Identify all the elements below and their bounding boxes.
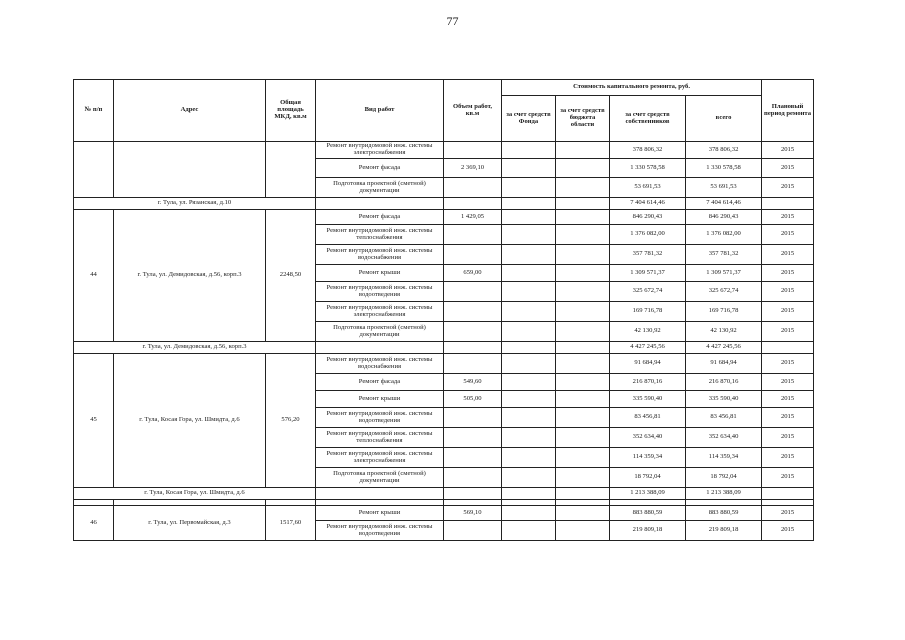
area-cell — [266, 142, 316, 198]
owners-cell: 378 806,32 — [610, 142, 686, 159]
period-cell: 2015 — [762, 468, 814, 488]
address-cell: г. Тула, Косая Гора, ул. Шмидта, д.6 — [114, 354, 266, 488]
regional-cell — [556, 391, 610, 408]
fund-cell — [502, 408, 556, 428]
period-cell: 2015 — [762, 178, 814, 198]
regional-cell — [556, 374, 610, 391]
page-number: 77 — [446, 14, 459, 28]
summary-row — [74, 198, 814, 210]
work-cell: Ремонт крыши — [316, 265, 444, 282]
owners-cell: 357 781,32 — [610, 245, 686, 265]
total-cell: 219 809,18 — [686, 521, 762, 541]
owners-cell: 219 809,18 — [610, 521, 686, 541]
num-cell: 44 — [74, 210, 114, 342]
work-cell: Ремонт фасада — [316, 374, 444, 391]
volume-cell — [444, 468, 502, 488]
fund-cell — [502, 374, 556, 391]
work-cell: Ремонт крыши — [316, 391, 444, 408]
total-cell: 53 691,53 — [686, 178, 762, 198]
num-cell: 45 — [74, 354, 114, 488]
work-cell: Подготовка проектной (сметной) документации — [316, 322, 444, 342]
volume-cell — [444, 245, 502, 265]
work-cell: Подготовка проектной (сметной) документации — [316, 468, 444, 488]
regional-cell — [556, 245, 610, 265]
fund-cell — [502, 178, 556, 198]
total-cell: 1 309 571,37 — [686, 265, 762, 282]
table-row — [74, 210, 814, 225]
fund-cell — [502, 142, 556, 159]
period-cell — [762, 488, 814, 500]
address-cell — [114, 142, 266, 198]
owners-cell: 883 880,59 — [610, 506, 686, 521]
work-cell: Ремонт внутридомовой инж. системы водоотведения — [316, 521, 444, 541]
owners-cell: 1 330 578,58 — [610, 159, 686, 178]
work-cell: Ремонт крыши — [316, 506, 444, 521]
fund-cell — [502, 265, 556, 282]
owners-cell: 169 716,78 — [610, 302, 686, 322]
period-cell: 2015 — [762, 210, 814, 225]
owners-cell: 53 691,53 — [610, 178, 686, 198]
volume-cell — [444, 488, 502, 500]
regional-cell — [556, 302, 610, 322]
owners-cell: 216 870,16 — [610, 374, 686, 391]
work-cell: Подготовка проектной (сметной) документации — [316, 178, 444, 198]
volume-cell: 1 429,05 — [444, 210, 502, 225]
summary-total: 7 404 614,46 — [686, 198, 762, 210]
header-cost-group: Стоимость капитального ремонта, руб. — [502, 80, 762, 96]
fund-cell — [502, 428, 556, 448]
fund-cell — [502, 521, 556, 541]
period-cell: 2015 — [762, 225, 814, 245]
total-cell: 1 330 578,58 — [686, 159, 762, 178]
volume-cell — [444, 521, 502, 541]
fund-cell — [502, 354, 556, 374]
volume-cell — [444, 302, 502, 322]
work-cell: Ремонт внутридомовой инж. системы теплоснабжения — [316, 225, 444, 245]
summary-label: г. Тула, ул. Демидовская, д.56, корп.3 — [74, 342, 316, 354]
work-cell — [316, 488, 444, 500]
regional-cell — [556, 468, 610, 488]
header-num: № п/п — [74, 80, 114, 142]
volume-cell: 505,00 — [444, 391, 502, 408]
period-cell: 2015 — [762, 159, 814, 178]
regional-cell — [556, 322, 610, 342]
regional-cell — [556, 506, 610, 521]
owners-cell: 335 590,40 — [610, 391, 686, 408]
regional-cell — [556, 142, 610, 159]
fund-cell — [502, 210, 556, 225]
header-address: Адрес — [114, 80, 266, 142]
fund-cell — [502, 322, 556, 342]
owners-cell: 846 290,43 — [610, 210, 686, 225]
header-area: Общая площадь МКД, кв.м — [266, 80, 316, 142]
volume-cell — [444, 322, 502, 342]
work-cell: Ремонт внутридомовой инж. системы водоснабжения — [316, 245, 444, 265]
summary-owners: 1 213 388,09 — [610, 488, 686, 500]
regional-cell — [556, 488, 610, 500]
regional-cell — [556, 448, 610, 468]
summary-row — [74, 342, 814, 354]
period-cell: 2015 — [762, 302, 814, 322]
period-cell — [762, 198, 814, 210]
owners-cell: 42 130,92 — [610, 322, 686, 342]
period-cell: 2015 — [762, 521, 814, 541]
volume-cell: 2 369,10 — [444, 159, 502, 178]
fund-cell — [502, 468, 556, 488]
work-cell — [316, 198, 444, 210]
owners-cell: 83 456,81 — [610, 408, 686, 428]
owners-cell: 18 792,04 — [610, 468, 686, 488]
summary-owners: 4 427 245,56 — [610, 342, 686, 354]
period-cell: 2015 — [762, 428, 814, 448]
fund-cell — [502, 391, 556, 408]
total-cell: 335 590,40 — [686, 391, 762, 408]
work-cell: Ремонт внутридомовой инж. системы электроснабжения — [316, 142, 444, 159]
volume-cell — [444, 428, 502, 448]
header-fund: за счет средств Фонда — [502, 96, 556, 142]
volume-cell — [444, 282, 502, 302]
volume-cell: 569,10 — [444, 506, 502, 521]
regional-cell — [556, 354, 610, 374]
volume-cell — [444, 408, 502, 428]
total-cell: 18 792,04 — [686, 468, 762, 488]
summary-label: г. Тула, ул. Рязанская, д.10 — [74, 198, 316, 210]
period-cell: 2015 — [762, 354, 814, 374]
fund-cell — [502, 302, 556, 322]
owners-cell: 325 672,74 — [610, 282, 686, 302]
work-cell — [316, 342, 444, 354]
period-cell: 2015 — [762, 448, 814, 468]
regional-cell — [556, 198, 610, 210]
fund-cell — [502, 506, 556, 521]
fund-cell — [502, 225, 556, 245]
work-cell: Ремонт внутридомовой инж. системы электроснабжения — [316, 302, 444, 322]
volume-cell — [444, 342, 502, 354]
total-cell: 352 634,40 — [686, 428, 762, 448]
regional-cell — [556, 159, 610, 178]
total-cell: 169 716,78 — [686, 302, 762, 322]
regional-cell — [556, 210, 610, 225]
work-cell: Ремонт фасада — [316, 159, 444, 178]
total-cell: 83 456,81 — [686, 408, 762, 428]
period-cell: 2015 — [762, 245, 814, 265]
table-row — [74, 506, 814, 521]
volume-cell — [444, 225, 502, 245]
period-cell: 2015 — [762, 142, 814, 159]
num-cell: 46 — [74, 506, 114, 541]
fund-cell — [502, 245, 556, 265]
regional-cell — [556, 408, 610, 428]
work-cell: Ремонт внутридомовой инж. системы водоснабжения — [316, 354, 444, 374]
summary-total: 4 427 245,56 — [686, 342, 762, 354]
total-cell: 91 684,94 — [686, 354, 762, 374]
summary-label: г. Тула, Косая Гора, ул. Шмидта, д.6 — [74, 488, 316, 500]
header-owners: за счет средств собственников — [610, 96, 686, 142]
total-cell: 378 806,32 — [686, 142, 762, 159]
regional-cell — [556, 178, 610, 198]
fund-cell — [502, 282, 556, 302]
fund-cell — [502, 342, 556, 354]
total-cell: 357 781,32 — [686, 245, 762, 265]
period-cell: 2015 — [762, 374, 814, 391]
owners-cell: 114 359,34 — [610, 448, 686, 468]
work-cell: Ремонт внутридомовой инж. системы теплоснабжения — [316, 428, 444, 448]
total-cell: 846 290,43 — [686, 210, 762, 225]
area-cell: 1517,60 — [266, 506, 316, 541]
period-cell — [762, 342, 814, 354]
fund-cell — [502, 488, 556, 500]
regional-cell — [556, 225, 610, 245]
total-cell: 216 870,16 — [686, 374, 762, 391]
area-cell: 576,20 — [266, 354, 316, 488]
header-total: всего — [686, 96, 762, 142]
work-cell: Ремонт внутридомовой инж. системы электроснабжения — [316, 448, 444, 468]
volume-cell: 549,60 — [444, 374, 502, 391]
owners-cell: 1 309 571,37 — [610, 265, 686, 282]
capital-repair-table — [73, 79, 814, 541]
volume-cell — [444, 354, 502, 374]
header-regional: за счет средств бюджета области — [556, 96, 610, 142]
volume-cell — [444, 198, 502, 210]
header-work-type: Вид работ — [316, 80, 444, 142]
summary-total: 1 213 388,09 — [686, 488, 762, 500]
work-cell: Ремонт внутридомовой инж. системы водоотведения — [316, 282, 444, 302]
header-volume: Объем работ, кв.м — [444, 80, 502, 142]
total-cell: 42 130,92 — [686, 322, 762, 342]
work-cell: Ремонт фасада — [316, 210, 444, 225]
owners-cell: 352 634,40 — [610, 428, 686, 448]
fund-cell — [502, 448, 556, 468]
num-cell — [74, 142, 114, 198]
volume-cell — [444, 448, 502, 468]
total-cell: 1 376 082,00 — [686, 225, 762, 245]
address-cell: г. Тула, ул. Демидовская, д.56, корп.3 — [114, 210, 266, 342]
total-cell: 325 672,74 — [686, 282, 762, 302]
header-period: Плановый период ремонта — [762, 80, 814, 142]
period-cell: 2015 — [762, 282, 814, 302]
address-cell: г. Тула, ул. Первомайская, д.3 — [114, 506, 266, 541]
volume-cell: 659,00 — [444, 265, 502, 282]
period-cell: 2015 — [762, 322, 814, 342]
regional-cell — [556, 282, 610, 302]
regional-cell — [556, 521, 610, 541]
regional-cell — [556, 428, 610, 448]
summary-owners: 7 404 614,46 — [610, 198, 686, 210]
volume-cell — [444, 142, 502, 159]
table-row — [74, 142, 814, 159]
fund-cell — [502, 159, 556, 178]
volume-cell — [444, 178, 502, 198]
regional-cell — [556, 265, 610, 282]
total-cell: 114 359,34 — [686, 448, 762, 468]
summary-row — [74, 488, 814, 500]
total-cell: 883 880,59 — [686, 506, 762, 521]
fund-cell — [502, 198, 556, 210]
period-cell: 2015 — [762, 391, 814, 408]
table-row — [74, 354, 814, 374]
period-cell: 2015 — [762, 265, 814, 282]
work-cell: Ремонт внутридомовой инж. системы водоотведения — [316, 408, 444, 428]
period-cell: 2015 — [762, 506, 814, 521]
owners-cell: 91 684,94 — [610, 354, 686, 374]
area-cell: 2248,50 — [266, 210, 316, 342]
period-cell: 2015 — [762, 408, 814, 428]
regional-cell — [556, 342, 610, 354]
owners-cell: 1 376 082,00 — [610, 225, 686, 245]
